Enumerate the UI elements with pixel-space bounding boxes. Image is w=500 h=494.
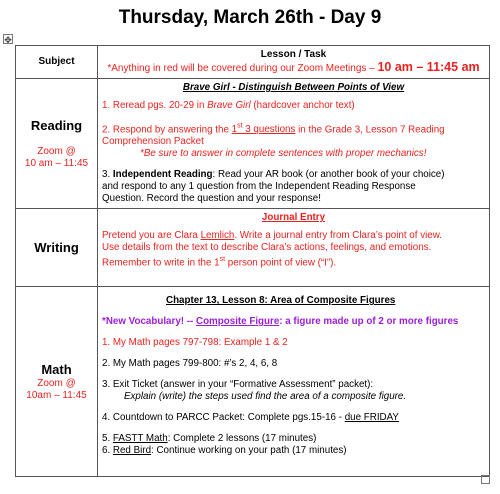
reading-task-2-note: *Be sure to answer in complete sentences with proper mechanics! <box>140 148 427 160</box>
reading-subject-name: Reading <box>30 117 83 133</box>
reading-subject-cell <box>16 79 98 209</box>
reading-task-2: 2. Respond by answering the 1st 3 questions in the Grade 3, Lesson 7 Reading <box>102 123 445 136</box>
reading-task-3-cont2: Question. Record the question and your response! <box>102 193 321 205</box>
header-subject: Subject <box>16 46 98 79</box>
math-task-2: 2. My Math pages 799-800: #’s 2, 4, 6, 8 <box>102 358 278 370</box>
reading-zoom-label: Zoom @ <box>37 145 76 157</box>
header-lesson-title: Lesson / Task <box>260 49 327 60</box>
reading-task-3-cont: and respond to any 1 question from the Independent Reading Response <box>102 181 416 193</box>
math-task-3-note: Explain (write) the steps used find the area of a composite figure. <box>124 391 407 403</box>
math-zoom-label: Zoom @ <box>37 377 76 389</box>
math-subject-cell <box>16 287 98 477</box>
table-move-handle-icon[interactable]: ✥ <box>4 35 12 45</box>
math-subject-name: Math <box>41 361 72 377</box>
math-task-cell <box>98 287 490 477</box>
math-lesson-title: Chapter 13, Lesson 8: Area of Composite Figures <box>166 295 396 307</box>
lesson-table <box>15 45 490 477</box>
math-task-3: 3. Exit Ticket (answer in your “Formative Assessment” packet): <box>102 379 374 391</box>
math-row <box>16 287 490 477</box>
math-task-1: 1. My Math pages 797-798: Example 1 & 2 <box>102 337 288 349</box>
writing-line-1: Pretend you are Clara Lemlich. Write a journal entry from Clara’s point of view. <box>102 230 442 242</box>
writing-row <box>16 209 490 287</box>
reading-task-1: 1. Reread pgs. 20-29 in Brave Girl (hardcover anchor text) <box>102 100 355 111</box>
reading-zoom-time: 10 am – 11:45 <box>24 157 89 169</box>
reading-lesson-title: Brave Girl - Distinguish Between Points of View <box>182 82 405 93</box>
table-resize-handle-icon[interactable] <box>481 475 490 484</box>
reading-task-3: 3. Independent Reading: Read your AR book (or another book of your choice) <box>102 169 445 181</box>
math-zoom-time: 10am – 11:45 <box>26 389 87 401</box>
reading-row <box>16 79 490 209</box>
page-title: Thursday, March 26th - Day 9 <box>118 7 382 28</box>
math-task-5: 5. FASTT Math: Complete 2 lessons (17 minutes) <box>102 433 317 445</box>
writing-line-3: Remember to write in the 1st person point of view (“I”). <box>102 256 337 269</box>
reading-task-cell <box>98 79 490 209</box>
header-zoom-times: 10 am – 11:45 am <box>377 60 480 74</box>
math-task-4: 4. Countdown to PARCC Packet: Complete pgs.15-16 - due FRIDAY <box>102 412 399 424</box>
writing-lesson-title: Journal Entry <box>261 212 326 224</box>
reading-task-2-cont: Comprehension Packet <box>102 136 204 148</box>
writing-subject-cell <box>16 209 98 287</box>
math-task-6: 6. Red Bird: Continue working on your path (17 minutes) <box>102 445 347 457</box>
writing-task-cell <box>98 209 490 287</box>
header-lesson <box>98 46 490 79</box>
table-header-row <box>16 46 490 79</box>
header-zoom-note: *Anything in red will be covered during our Zoom Meetings – <box>107 63 375 74</box>
writing-line-2: Use details from the text to describe Clara’s actions, feelings, and emotions. <box>102 242 432 254</box>
math-vocab: *New Vocabulary! -- Composite Figure: a figure made up of 2 or more figures <box>102 316 459 328</box>
writing-subject-name: Writing <box>34 239 79 255</box>
